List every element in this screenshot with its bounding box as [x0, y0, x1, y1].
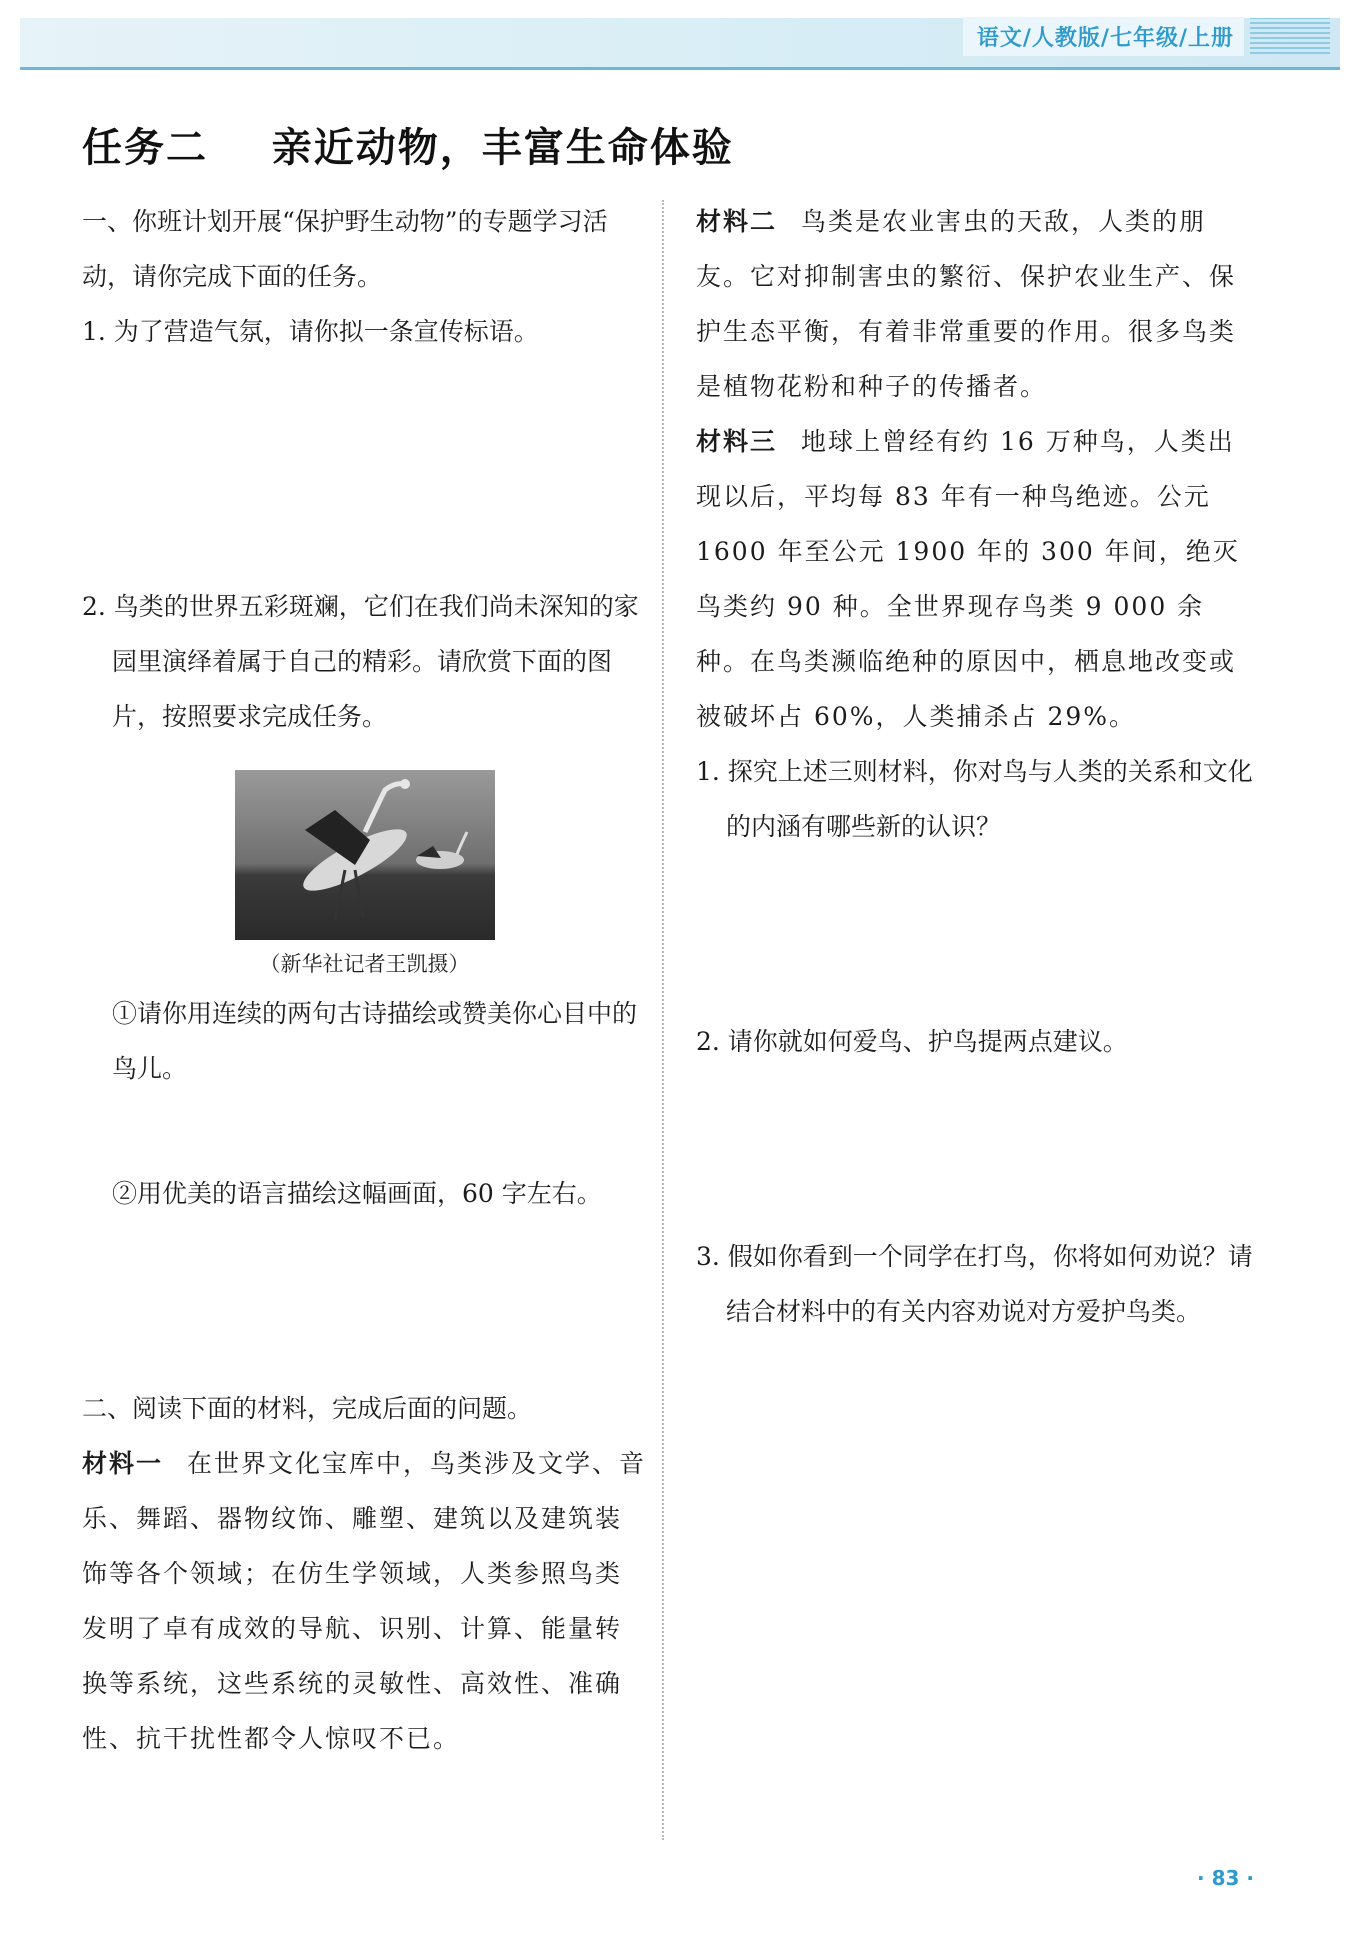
photo-caption: （新华社记者王凯摄）	[259, 952, 470, 976]
header-stripes	[1250, 18, 1330, 54]
column-divider	[662, 200, 664, 1840]
page-number: · 83 ·	[1197, 1866, 1254, 1890]
material-3-text: 地球上曾经有约 16 万种鸟，人类出现以后，平均每 83 年有一种鸟绝迹。公元 1600 年至公元 1900 年的 300 年间，绝灭鸟类约 90 种。全世界现存鸟类 9 000 余种。在鸟类濒临绝种的原因中，栖息地改变或被破坏占 60%，人类捕杀占 29%。	[696, 427, 1240, 731]
header-tab	[963, 10, 1330, 62]
right-question-2: 2. 请你就如何爱鸟、护鸟提两点建议。	[696, 1027, 1128, 1056]
question-1: 1. 为了营造气氛，请你拟一条宣传标语。	[82, 317, 539, 346]
right-question-1: 1. 探究上述三则材料，你对鸟与人类的关系和文化的内涵有哪些新的认识？	[696, 757, 1253, 841]
right-column	[696, 194, 1256, 1339]
material-2-text: 鸟类是农业害虫的天敌，人类的朋友。它对抑制害虫的繁衍、保护农业生产、保护生态平衡，有着非常重要的作用。很多鸟类是植物花粉和种子的传播者。	[696, 207, 1237, 401]
answer-space-r1	[696, 854, 1256, 1014]
material-1	[82, 1436, 647, 1766]
material-1-text: 在世界文化宝库中，鸟类涉及文学、音乐、舞蹈、器物纹饰、雕塑、建筑以及建筑装饰等各个领域；在仿生学领域，人类参照鸟类发明了卓有成效的导航、识别、计算、能量转换等系统，这些系统的灵敏性、高效性、准确性、抗干扰性都令人惊叹不已。	[82, 1449, 647, 1753]
material-2	[696, 194, 1256, 414]
answer-space-2-2	[82, 1221, 647, 1381]
answer-space-1	[82, 359, 647, 579]
book-label: 语文/人教版/七年级/上册	[963, 17, 1244, 56]
left-column	[82, 194, 647, 1766]
answer-space-r2	[696, 1069, 1256, 1229]
material-2-label: 材料二	[696, 207, 778, 236]
page-title: 任务二 亲近动物，丰富生命体验	[82, 125, 734, 171]
crane-illustration	[235, 770, 495, 940]
part-two-heading: 二、阅读下面的材料，完成后面的问题。	[82, 1394, 533, 1423]
intro-text: 一、你班计划开展“保护野生动物”的专题学习活动，请你完成下面的任务。	[82, 207, 608, 291]
crane-photo	[235, 770, 495, 940]
material-3-label: 材料三	[696, 427, 778, 456]
header-band-line	[20, 67, 1340, 70]
question-2-2: ②用优美的语言描绘这幅画面，60 字左右。	[112, 1179, 602, 1208]
question-2-1: ①请你用连续的两句古诗描绘或赞美你心目中的鸟儿。	[112, 999, 638, 1083]
answer-space-2-1	[82, 1096, 647, 1166]
right-question-3: 3. 假如你看到一个同学在打鸟，你将如何劝说？请结合材料中的有关内容劝说对方爱护鸟类。	[696, 1242, 1253, 1326]
question-2: 2. 鸟类的世界五彩斑斓，它们在我们尚未深知的家园里演绎着属于自己的精彩。请欣赏下面的图片，按照要求完成任务。	[82, 592, 639, 731]
material-3	[696, 414, 1256, 744]
material-1-label: 材料一	[82, 1449, 164, 1478]
